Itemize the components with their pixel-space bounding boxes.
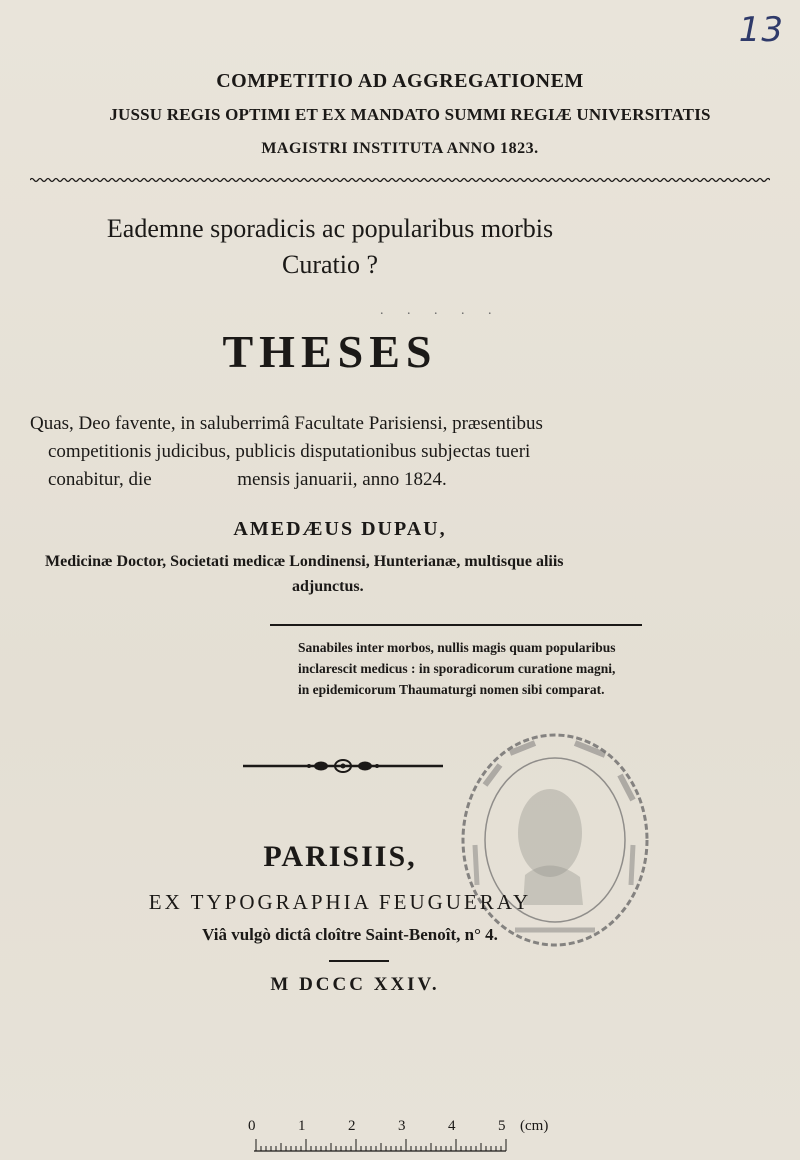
scale-tick-3: 3: [398, 1118, 406, 1134]
epigraph-line-2: inclarescit medicus : in sporadicorum curatione magni,: [298, 661, 616, 676]
decorative-dots: . . . . .: [380, 303, 502, 318]
page-title: THESES: [222, 326, 438, 377]
imprint-place: PARISIIS,: [263, 840, 417, 873]
epigraph-rule: [270, 624, 642, 626]
scale-unit: (cm): [520, 1118, 549, 1134]
imprint-printer: EX TYPOGRAPHIA FEUGUERAY: [148, 890, 532, 914]
scale-tick-1: 1: [298, 1118, 306, 1134]
author-name: AMEDÆUS DUPAU,: [233, 518, 447, 540]
ruler-icon: [254, 1138, 516, 1152]
question-line-2: Curatio ?: [281, 250, 379, 279]
scale-tick-4: 4: [448, 1118, 456, 1134]
epigraph-line-1: Sanabiles inter morbos, nullis magis quam popularibus: [298, 640, 616, 655]
question-line-1: Eademne sporadicis ac popularibus morbis: [106, 214, 554, 243]
wavy-rule: [30, 176, 770, 184]
header-line-3: MAGISTRI INSTITUTA ANNO 1823.: [261, 140, 539, 157]
body-line-3: conabitur, die mensis januarii, anno 1824.: [48, 469, 447, 490]
scale-bar: [248, 1118, 568, 1158]
header-line-2: JUSSU REGIS OPTIMI ET EX MANDATO SUMMI REGIÆ UNIVERSITATIS: [109, 105, 711, 124]
scale-tick-2: 2: [348, 1118, 356, 1134]
epigraph-line-3: in epidemicorum Thaumaturgi nomen sibi comparat.: [298, 682, 605, 697]
scale-tick-0: 0: [248, 1118, 256, 1134]
folio-number: 13: [738, 10, 784, 50]
imprint-address: Viâ vulgò dictâ cloître Saint-Benoît, n° 4.: [202, 925, 498, 944]
imprint-year: M DCCC XXIV.: [270, 974, 440, 995]
author-affiliation-line-2: adjunctus.: [292, 578, 364, 595]
body-line-1: Quas, Deo favente, in saluberrimâ Facultate Parisiensi, præsentibus: [30, 413, 543, 434]
scale-tick-5: 5: [498, 1118, 506, 1134]
body-line-2: competitionis judicibus, publicis disputationibus subjectas tueri: [48, 441, 531, 462]
short-rule: [329, 960, 389, 962]
header-line-1: COMPETITIO AD AGGREGATIONEM: [216, 70, 584, 92]
ornament-divider: [243, 756, 443, 776]
author-affiliation-line-1: Medicinæ Doctor, Societati medicæ Londinensi, Hunterianæ, multisque aliis: [45, 553, 564, 570]
